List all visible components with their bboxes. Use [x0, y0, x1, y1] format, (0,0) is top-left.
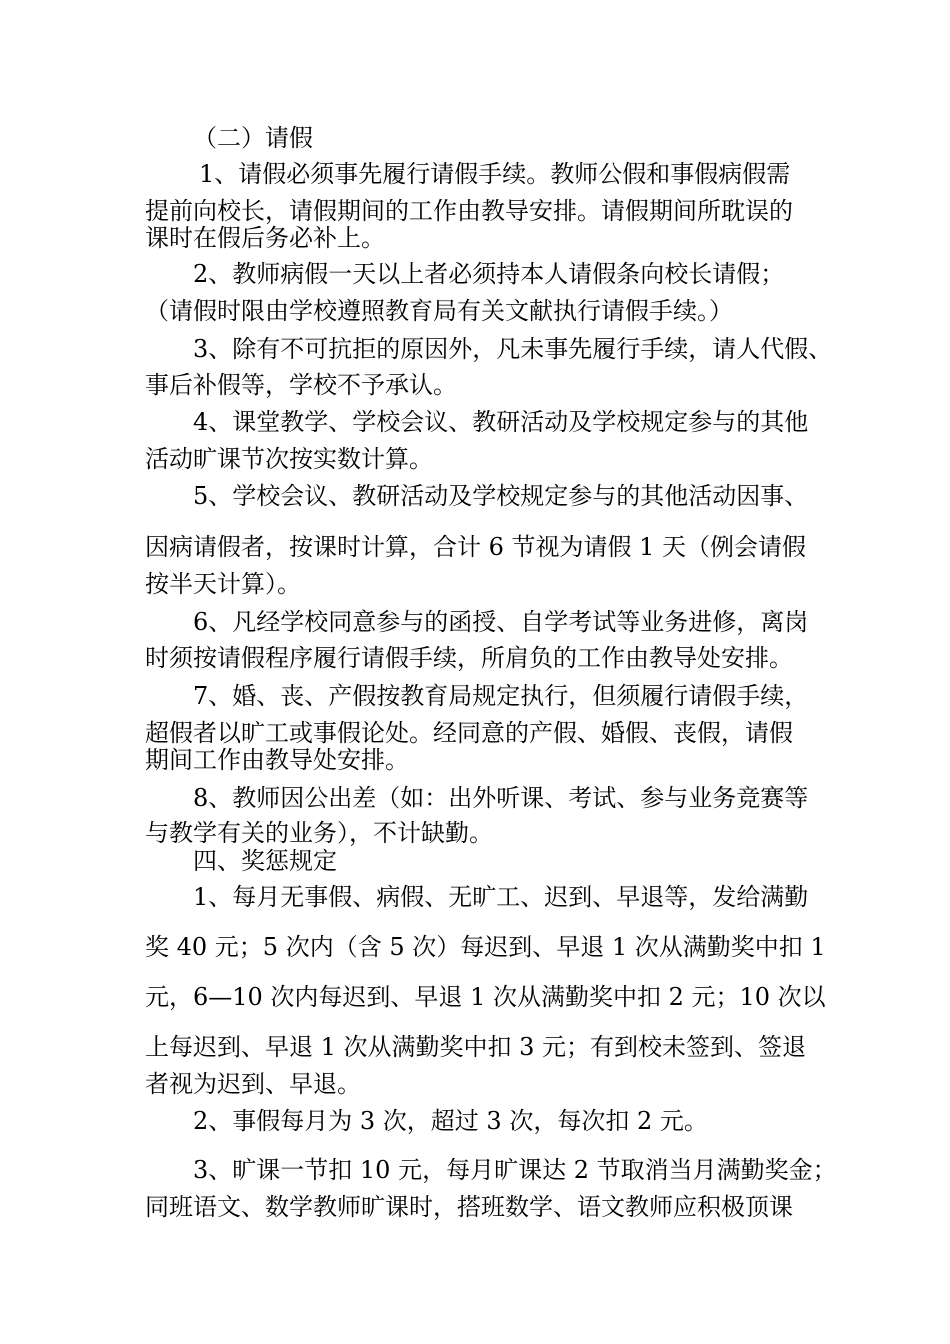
paragraph-line: 超假者以旷工或事假论处。经同意的产假、婚假、丧假，请假	[145, 719, 793, 747]
paragraph-line: 因病请假者，按课时计算，合计 6 节视为请假 1 天（例会请假	[145, 533, 807, 561]
paragraph-line: 5、学校会议、教研活动及学校规定参与的其他活动因事、	[193, 482, 809, 510]
paragraph-line: 2、教师病假一天以上者必须持本人请假条向校长请假；	[193, 260, 785, 288]
paragraph-line: 元，6—10 次内每迟到、早退 1 次从满勤奖中扣 2 元；10 次以	[145, 983, 826, 1011]
paragraph-line: 3、除有不可抗拒的原因外，凡未事先履行手续，请人代假、	[193, 335, 833, 363]
section-heading-rewards: 四、奖惩规定	[193, 847, 337, 875]
paragraph-line: 课时在假后务必补上。	[145, 224, 385, 252]
paragraph-line: 提前向校长，请假期间的工作由教导安排。请假期间所耽误的	[145, 197, 793, 225]
paragraph-line: 4、课堂教学、学校会议、教研活动及学校规定参与的其他	[193, 408, 809, 436]
paragraph-line: 2、事假每月为 3 次，超过 3 次，每次扣 2 元。	[193, 1107, 708, 1135]
paragraph-line: 3、旷课一节扣 10 元，每月旷课达 2 节取消当月满勤奖金；	[193, 1156, 837, 1184]
paragraph-line: 活动旷课节次按实数计算。	[145, 445, 433, 473]
paragraph-line: 6、凡经学校同意参与的函授、自学考试等业务进修，离岗	[193, 608, 809, 636]
paragraph-line: 1、每月无事假、病假、无旷工、迟到、早退等，发给满勤	[193, 883, 809, 911]
paragraph-line: 期间工作由教导处安排。	[145, 746, 409, 774]
paragraph-line: 8、教师因公出差（如：出外听课、考试、参与业务竞赛等	[193, 784, 809, 812]
paragraph-line: 1、请假必须事先履行请假手续。教师公假和事假病假需	[199, 160, 791, 188]
paragraph-line: 按半天计算）。	[145, 570, 301, 598]
paragraph-line: 事后补假等，学校不予承认。	[145, 371, 457, 399]
paragraph-line: （请假时限由学校遵照教育局有关文献执行请假手续。）	[145, 297, 733, 325]
paragraph-line: 上每迟到、早退 1 次从满勤奖中扣 3 元；有到校未签到、签退	[145, 1033, 807, 1061]
paragraph-line: 与教学有关的业务），不计缺勤。	[145, 819, 493, 847]
paragraph-line: 7、婚、丧、产假按教育局规定执行，但须履行请假手续，	[193, 682, 809, 710]
section-heading-leave: （二）请假	[193, 124, 313, 152]
paragraph-line: 同班语文、数学教师旷课时，搭班数学、语文教师应积极顶课	[145, 1193, 793, 1221]
paragraph-line: 时须按请假程序履行请假手续，所肩负的工作由教导处安排。	[145, 644, 793, 672]
paragraph-line: 奖 40 元；5 次内（含 5 次）每迟到、早退 1 次从满勤奖中扣 1	[145, 933, 826, 961]
paragraph-line: 者视为迟到、早退。	[145, 1070, 361, 1098]
